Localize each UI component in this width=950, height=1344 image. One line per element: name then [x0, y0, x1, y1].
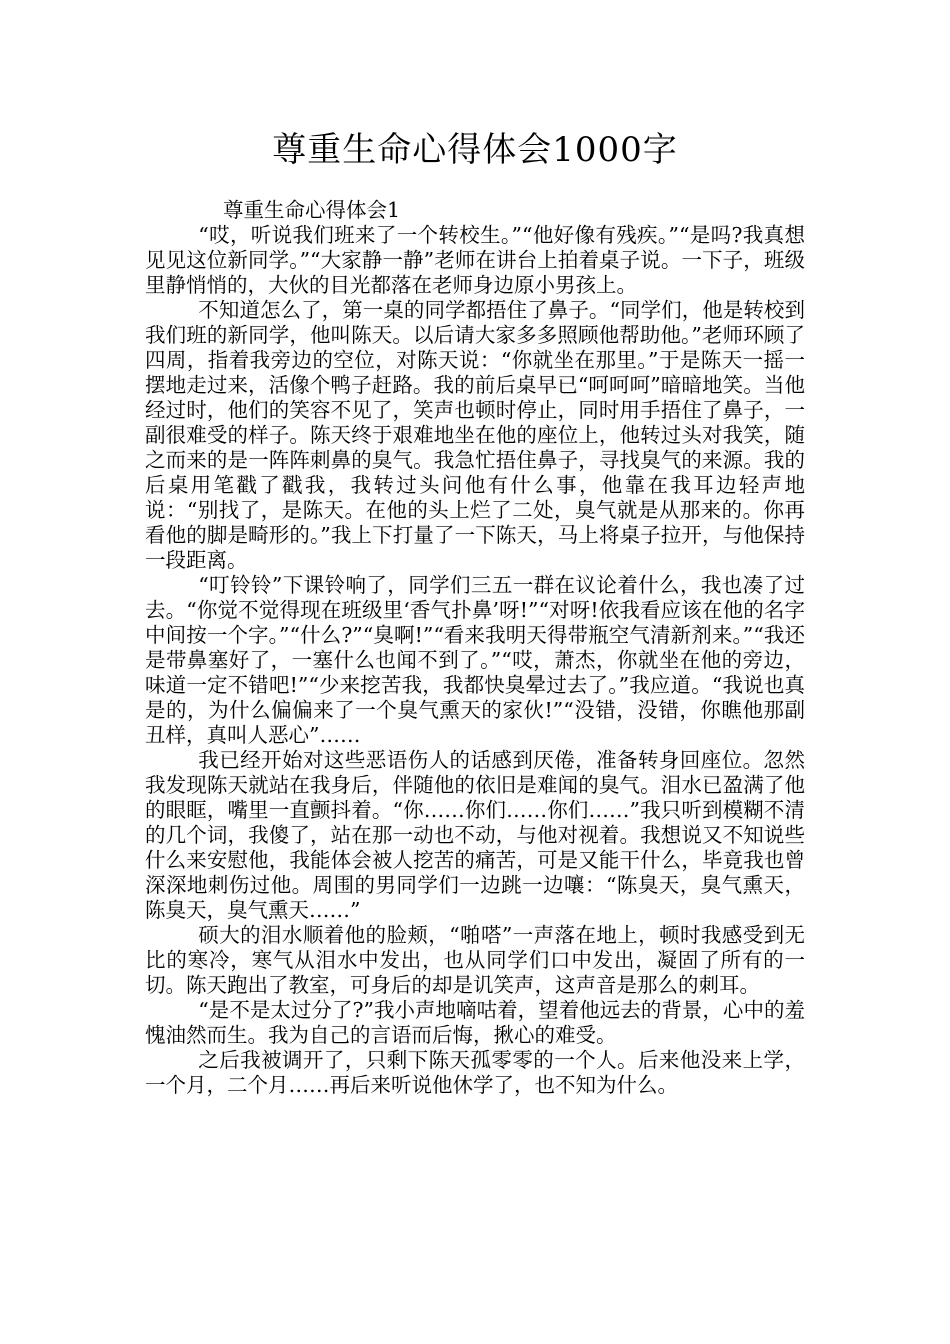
paragraph: 之后我被调开了，只剩下陈天孤零零的一个人。后来他没来上学，一个月，二个月……再后来听说他休学了，也不知为什么。 [145, 1048, 805, 1097]
document-body [145, 198, 805, 1098]
paragraph: “是不是太过分了?”我小声地嘀咕着，望着他远去的背景，心中的羞愧油然而生。我为自己的言语而后悔，揪心的难受。 [145, 998, 805, 1047]
paragraph: 我已经开始对这些恶语伤人的话感到厌倦，准备转身回座位。忽然我发现陈天就站在我身后，伴随他的依旧是难闻的臭气。泪水已盈满了他的眼眶，嘴里一直颤抖着。“你……你们……你们……”我只听到模糊不清的几个词，我傻了，站在那一动也不动，与他对视着。我想说又不知说些什么来安慰他，我能体会被人挖苦的痛苦，可是又能干什么，毕竟我也曾深深地刺伤过他。周围的男同学们一边跳一边嚷：“陈臭天，臭气熏天，陈臭天，臭气熏天……” [145, 748, 805, 922]
paragraph: 硕大的泪水顺着他的脸颊，“啪嗒”一声落在地上，顿时我感受到无比的寒冷，寒气从泪水中发出，也从同学们口中发出，凝固了所有的一切。陈天跑出了教室，可身后的却是讥笑声，这声音是那么的刺耳。 [145, 923, 805, 997]
paragraph: “叮铃铃”下课铃响了，同学们三五一群在议论着什么，我也凑了过去。“你觉不觉得现在班级里‘香气扑鼻’呀!”“对呀!依我看应该在他的名字中间按一个字。”“什么?”“臭啊!”“看来我明天得带瓶空气清新剂来。”“我还是带鼻塞好了，一塞什么也闻不到了。”“哎，萧杰，你就坐在他的旁边，味道一定不错吧!”“少来挖苦我，我都快臭晕过去了。”我应道。“我说也真是的，为什么偏偏来了一个臭气熏天的家伙!”“没错，没错，你瞧他那副丑样，真叫人恶心”…… [145, 573, 805, 747]
paragraph: 不知道怎么了，第一桌的同学都捂住了鼻子。“同学们，他是转校到我们班的新同学，他叫陈天。以后请大家多多照顾他帮助他。”老师环顾了四周，指着我旁边的空位，对陈天说：“你就坐在那里。”于是陈天一摇一摆地走过来，活像个鸭子赶路。我的前后桌早已“呵呵呵”暗暗地笑。当他经过时，他们的笑容不见了，笑声也顿时停止，同时用手捂住了鼻子，一副很难受的样子。陈天终于艰难地坐在他的座位上，他转过头对我笑，随之而来的是一阵阵刺鼻的臭气。我急忙捂住鼻子，寻找臭气的来源。我的后桌用笔戳了戳我，我转过头问他有什么事，他靠在我耳边轻声地说：“别找了，是陈天。在他的头上烂了二处，臭气就是从那来的。你再看他的脚是畸形的。”我上下打量了一下陈天，马上将桌子拉开，与他保持一段距离。 [145, 298, 805, 572]
document-title: 尊重生命心得体会1000字 [272, 130, 678, 170]
section-heading: 尊重生命心得体会1 [223, 198, 401, 222]
paragraph: “哎，听说我们班来了一个转校生。”“他好像有残疾。”“是吗?我真想见见这位新同学。”“大家静一静”老师在讲台上拍着桌子说。一下子，班级里静悄悄的，大伙的目光都落在老师身边原小男孩上。 [145, 223, 805, 297]
